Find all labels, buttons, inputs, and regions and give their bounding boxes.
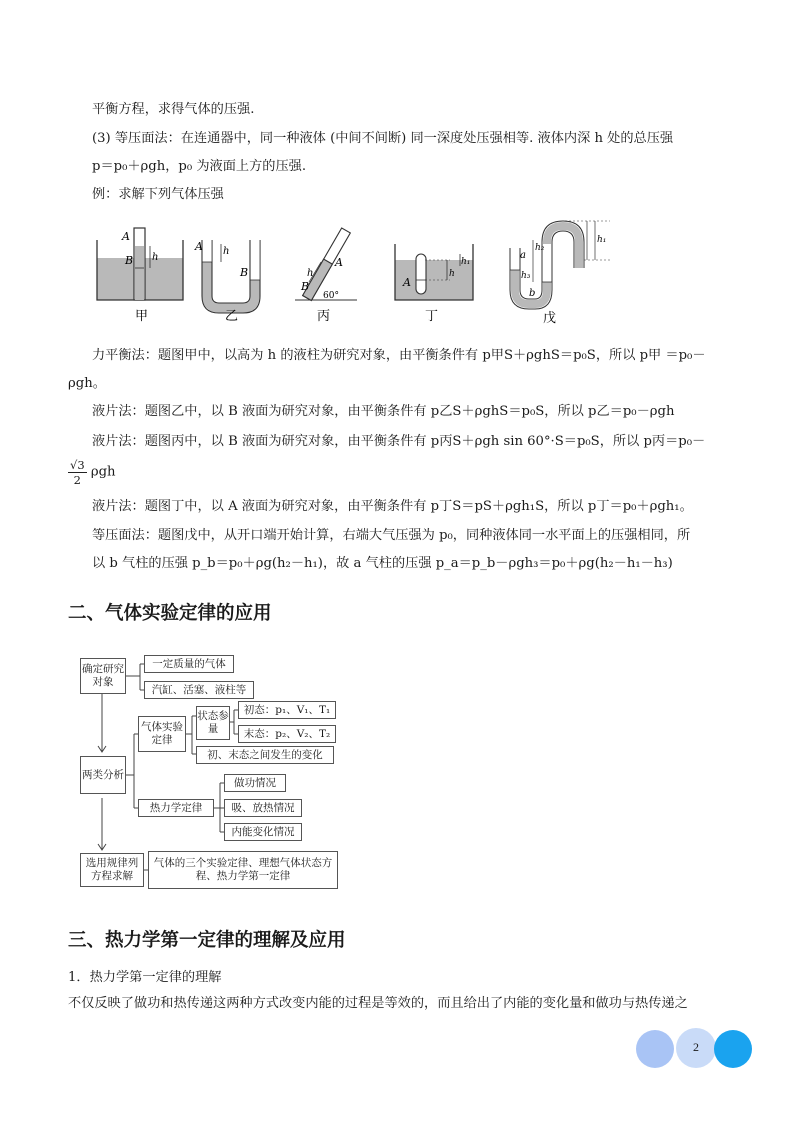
label-h1: h₁ [461, 257, 471, 267]
node-choose-law: 选用规律列方程求解 [80, 853, 144, 887]
text-line: 等压面法：题图戊中，从开口端开始计算，右端大气压强为 p₀，同种液体同一水平面上的压强相同，所 [92, 528, 691, 543]
text-line: 液片法：题图乙中，以 B 液面为研究对象，由平衡条件有 p乙S＋ρghS＝p₀S，所以 p乙＝p₀－ρgh [92, 404, 675, 419]
node-work: 做功情况 [224, 774, 286, 792]
text-line: 以 b 气柱的压强 p_b＝p₀＋ρg(h₂－h₁)，故 a 气柱的压强 p_a＝p_b－ρgh₃＝p₀＋ρg(h₂－h₁－h₃) [92, 556, 673, 571]
sub-heading: 1．热力学第一定律的理解 [68, 970, 222, 985]
text-line: p＝p₀＋ρgh，p₀ 为液面上方的压强. [92, 159, 307, 174]
figure-jia [97, 228, 183, 300]
label-a: a [520, 250, 526, 261]
label-A: A [335, 256, 343, 269]
label-h3: h₃ [521, 271, 531, 281]
label-angle: 60° [323, 291, 339, 301]
label-B: B [240, 266, 249, 279]
caption-ding: 丁 [425, 309, 439, 324]
caption-yi: 乙 [225, 309, 239, 324]
fraction-line [68, 458, 116, 492]
section-heading: 三、热力学第一定律的理解及应用 [68, 930, 346, 951]
node-state-change: 初、末态之间发生的变化 [196, 746, 334, 764]
fraction [68, 458, 87, 487]
label-B: B [301, 280, 310, 293]
node-thermo-laws: 热力学定律 [138, 799, 214, 817]
figure-yi [194, 240, 260, 313]
section-heading: 二、气体实验定律的应用 [68, 603, 272, 624]
node-cylinder-piston: 汽缸、活塞、液柱等 [144, 681, 254, 699]
text-line: 平衡方程，求得气体的压强. [92, 102, 255, 117]
node-internal-energy: 内能变化情况 [224, 823, 302, 841]
fraction-tail: ρgh [90, 464, 116, 480]
text-line: ρgh。 [68, 376, 106, 391]
caption-wu: 戊 [543, 311, 557, 326]
caption-bing: 丙 [317, 309, 331, 324]
text-line: 例：求解下列气体压强 [92, 187, 224, 202]
label-A: A [122, 230, 130, 243]
node-initial-state: 初态：p₁、V₁、T₁ [238, 701, 336, 719]
label-h2: h₂ [535, 243, 545, 253]
node-fixed-mass-gas: 一定质量的气体 [144, 655, 234, 673]
node-state-params: 状态参量 [196, 706, 230, 740]
text-line: 不仅反映了做功和热传递这两种方式改变内能的过程是等效的，而且给出了内能的变化量和做功与热传递之 [68, 996, 688, 1011]
pressure-figures [95, 218, 615, 328]
badge-circle-right [714, 1030, 752, 1068]
figure-ding [395, 244, 473, 300]
text-line: 液片法：题图丁中，以 A 液面为研究对象，由平衡条件有 p丁S＝pS＋ρgh₁S，所以 p丁＝p₀＋ρgh₁。 [92, 499, 693, 514]
label-h1: h₁ [597, 235, 607, 245]
fraction-denominator: 2 [73, 473, 81, 487]
node-law-list: 气体的三个实验定律、理想气体状态方程、热力学第一定律 [148, 851, 338, 889]
page-number-badge [636, 1028, 754, 1068]
text-line: (3) 等压面法：在连通器中，同一种液体 (中间不间断) 同一深度处压强相等. 液体内深 h 处的总压强 [92, 131, 674, 146]
node-two-analyses: 两类分析 [80, 756, 126, 794]
label-h: h [152, 252, 159, 263]
node-final-state: 末态：p₂、V₂、T₂ [238, 725, 336, 743]
figure-bing [295, 228, 357, 301]
label-h: h [449, 269, 455, 279]
label-A: A [403, 276, 411, 289]
fraction-numerator: √3 [70, 458, 85, 472]
figure-wu [510, 221, 610, 309]
text-line: 液片法：题图丙中，以 B 液面为研究对象，由平衡条件有 p丙S＋ρgh sin 60°·S＝p₀S，所以 p丙＝p₀－ [92, 434, 706, 449]
node-research-object: 确定研究对象 [80, 658, 126, 694]
flowchart [78, 650, 340, 890]
node-heat: 吸、放热情况 [224, 799, 302, 817]
text-line: 力平衡法：题图甲中，以高为 h 的液柱为研究对象，由平衡条件有 p甲S＋ρghS＝p₀S，所以 p甲 ＝p₀－ [92, 348, 706, 363]
label-B: B [125, 254, 134, 267]
label-A: A [195, 240, 203, 253]
caption-jia: 甲 [135, 309, 149, 324]
label-b: b [529, 288, 536, 299]
node-gas-laws: 气体实验定律 [138, 716, 186, 752]
label-h: h [223, 246, 230, 257]
label-h: h [307, 268, 314, 279]
badge-circle-left [636, 1030, 674, 1068]
page-number: 2 [693, 1040, 699, 1054]
